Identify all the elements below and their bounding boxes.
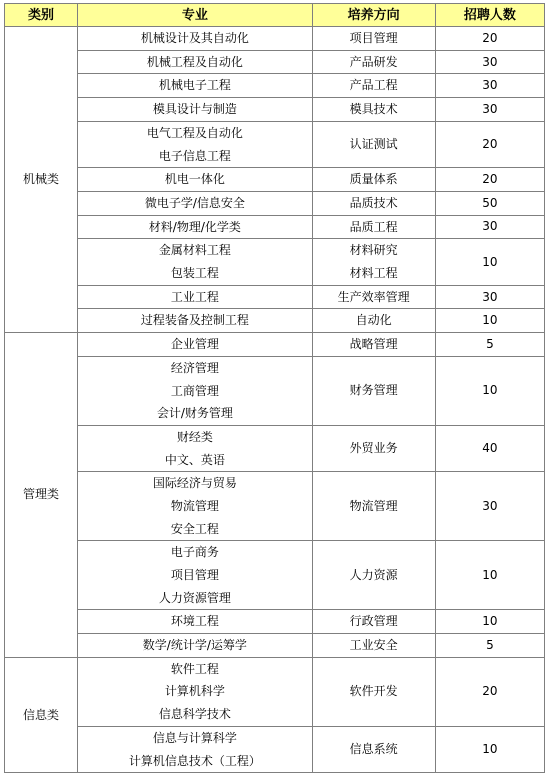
- count-cell: 20: [435, 27, 544, 51]
- major-name: 电子信息工程: [158, 148, 231, 163]
- count-cell: 10: [435, 726, 544, 772]
- major-cell: [78, 27, 312, 51]
- major-name: 信息科学技术: [158, 707, 231, 722]
- major-name: 电气工程及自动化: [146, 125, 243, 140]
- direction-text: 品质工程: [349, 219, 398, 234]
- direction-cell: [312, 634, 435, 658]
- major-name: 计算机信息技术（工程）: [128, 753, 261, 768]
- major-name: 工业工程: [170, 289, 219, 304]
- table-row: [5, 168, 545, 192]
- major-name: 计算机科学: [164, 684, 225, 699]
- direction-cell: [312, 309, 435, 333]
- direction-text: 外贸业务: [349, 441, 398, 456]
- major-name: 机械设计及其自动化: [140, 31, 249, 45]
- table-row: [5, 333, 545, 357]
- table-row: [5, 541, 545, 610]
- major-name: 微电子学/信息安全: [144, 195, 245, 210]
- major-name: 工商管理: [170, 383, 219, 398]
- table-row: [5, 98, 545, 122]
- direction-cell: [312, 50, 435, 74]
- direction-text: 人力资源: [349, 567, 398, 582]
- table-row: [5, 657, 545, 726]
- major-name: 电子商务: [170, 545, 219, 560]
- major-cell: [78, 472, 312, 541]
- count-cell: 40: [435, 425, 544, 471]
- table-row: [5, 425, 545, 471]
- table-row: [5, 610, 545, 634]
- major-name: 机电一体化: [164, 172, 225, 187]
- direction-text: 认证测试: [349, 137, 398, 152]
- count-cell: 30: [435, 285, 544, 309]
- major-cell: [78, 541, 312, 610]
- direction-cell: [312, 541, 435, 610]
- table-body: [5, 27, 545, 773]
- major-cell: [78, 50, 312, 74]
- table-row: [5, 634, 545, 658]
- major-cell: [78, 333, 312, 357]
- major-name: 国际经济与贸易: [152, 476, 237, 491]
- major-name: 安全工程: [170, 521, 219, 536]
- direction-text: 工业安全: [349, 638, 398, 653]
- major-name: 过程装备及控制工程: [140, 313, 249, 328]
- count-cell: 20: [435, 121, 544, 167]
- major-cell: [78, 98, 312, 122]
- direction-cell: [312, 472, 435, 541]
- major-cell: [78, 168, 312, 192]
- direction-cell: [312, 168, 435, 192]
- direction-cell: [312, 610, 435, 634]
- count-cell: 20: [435, 657, 544, 726]
- table-row: [5, 27, 545, 51]
- table-row: [5, 121, 545, 167]
- major-cell: [78, 425, 312, 471]
- direction-text: 模具技术: [349, 102, 398, 117]
- header-row: [5, 4, 545, 27]
- major-cell: [78, 74, 312, 98]
- header-major: 专业: [78, 4, 312, 27]
- major-name: 机械电子工程: [158, 78, 231, 93]
- table-row: [5, 472, 545, 541]
- count-cell: 5: [435, 333, 544, 357]
- direction-cell: [312, 726, 435, 772]
- category-cell: 信息类: [5, 657, 78, 772]
- count-cell: 30: [435, 472, 544, 541]
- header-count: 招聘人数: [435, 4, 544, 27]
- direction-cell: [312, 215, 435, 239]
- major-name: 企业管理: [170, 337, 219, 352]
- table-row: [5, 356, 545, 425]
- direction-cell: [312, 239, 435, 285]
- major-cell: [78, 239, 312, 285]
- major-cell: [78, 610, 312, 634]
- category-cell: 管理类: [5, 333, 78, 658]
- major-name: 环境工程: [170, 614, 219, 629]
- table-row: [5, 726, 545, 772]
- major-cell: [78, 285, 312, 309]
- direction-text: 信息系统: [349, 742, 398, 757]
- direction-text: 财务管理: [349, 383, 398, 398]
- direction-text: 生产效率管理: [337, 289, 410, 304]
- count-cell: 30: [435, 74, 544, 98]
- count-cell: 10: [435, 610, 544, 634]
- direction-text: 行政管理: [349, 614, 398, 629]
- direction-text: 质量体系: [349, 172, 398, 187]
- count-cell: 30: [435, 215, 544, 239]
- major-name: 数学/统计学/运筹学: [142, 638, 247, 653]
- table-row: [5, 285, 545, 309]
- direction-text: 软件开发: [349, 684, 398, 699]
- major-name: 包装工程: [170, 266, 219, 280]
- count-cell: 10: [435, 239, 544, 285]
- count-cell: 30: [435, 50, 544, 74]
- major-cell: [78, 634, 312, 658]
- direction-text: 物流管理: [349, 498, 398, 513]
- direction-cell: [312, 74, 435, 98]
- major-name: 机械工程及自动化: [146, 54, 243, 69]
- direction-cell: [312, 27, 435, 51]
- direction-cell: [312, 285, 435, 309]
- direction-cell: [312, 121, 435, 167]
- major-cell: [78, 657, 312, 726]
- major-name: 金属材料工程: [158, 243, 231, 258]
- direction-cell: [312, 191, 435, 215]
- table-row: [5, 215, 545, 239]
- major-name: 人力资源管理: [158, 590, 231, 605]
- count-cell: 5: [435, 634, 544, 658]
- major-name: 物流管理: [170, 498, 219, 513]
- major-cell: [78, 309, 312, 333]
- recruitment-table: [4, 3, 545, 773]
- count-cell: 50: [435, 191, 544, 215]
- major-name: 项目管理: [170, 568, 219, 582]
- major-cell: [78, 191, 312, 215]
- category-cell: 机械类: [5, 27, 78, 333]
- count-cell: 20: [435, 168, 544, 192]
- count-cell: 10: [435, 309, 544, 333]
- table-row: [5, 50, 545, 74]
- major-name: 模具设计与制造: [152, 102, 237, 117]
- direction-text: 材料研究 材料工程: [349, 243, 398, 280]
- major-name: 软件工程: [170, 661, 219, 676]
- major-name: 会计/财务管理: [156, 406, 233, 421]
- major-cell: [78, 356, 312, 425]
- direction-text: 产品工程: [349, 78, 398, 93]
- major-name: 财经类: [176, 429, 213, 444]
- direction-cell: [312, 98, 435, 122]
- direction-cell: [312, 657, 435, 726]
- major-name: 经济管理: [170, 360, 219, 375]
- direction-text: 产品研发: [349, 54, 398, 69]
- direction-text: 项目管理: [349, 31, 398, 45]
- major-name: 材料/物理/化学类: [148, 219, 241, 234]
- table-row: [5, 239, 545, 285]
- table-row: [5, 191, 545, 215]
- direction-text: 自动化: [355, 313, 392, 328]
- major-cell: [78, 726, 312, 772]
- direction-text: 战略管理: [349, 337, 398, 352]
- major-cell: [78, 215, 312, 239]
- major-name: 信息与计算科学: [152, 730, 237, 745]
- count-cell: 10: [435, 541, 544, 610]
- major-name: 中文、英语: [164, 452, 225, 467]
- major-cell: [78, 121, 312, 167]
- table-row: [5, 309, 545, 333]
- direction-text: 品质技术: [349, 195, 398, 210]
- header-category: 类别: [5, 4, 78, 27]
- direction-cell: [312, 333, 435, 357]
- header-direction: 培养方向: [312, 4, 435, 27]
- direction-cell: [312, 425, 435, 471]
- direction-cell: [312, 356, 435, 425]
- count-cell: 30: [435, 98, 544, 122]
- table-row: [5, 74, 545, 98]
- count-cell: 10: [435, 356, 544, 425]
